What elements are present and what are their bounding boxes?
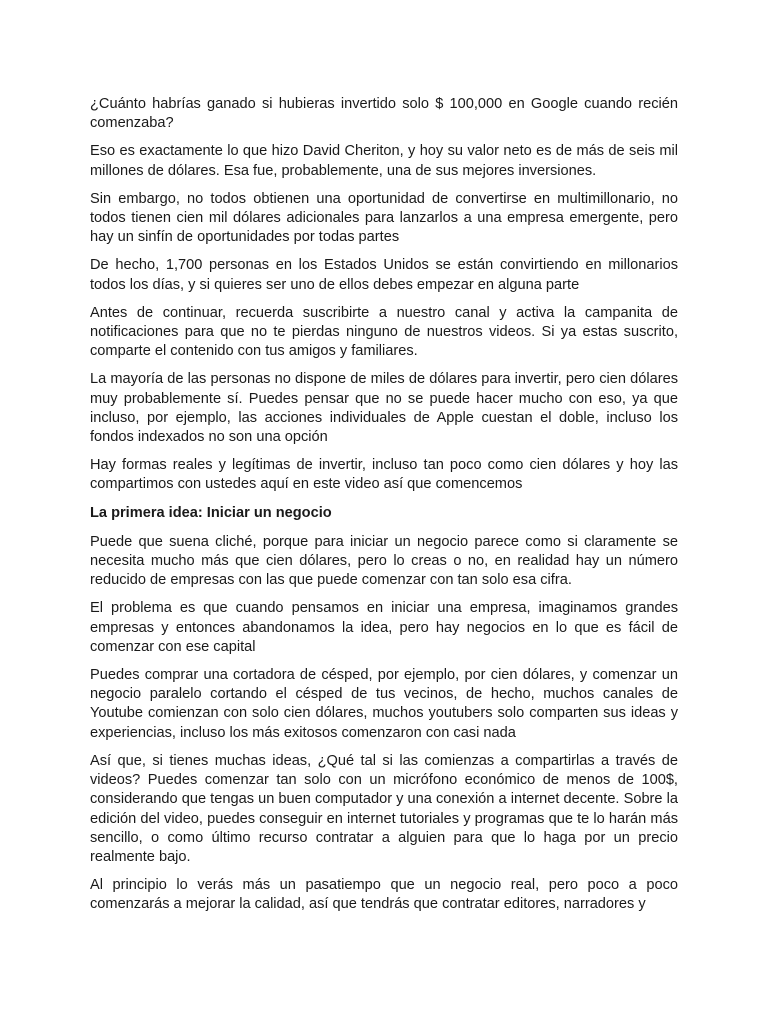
document-page xyxy=(90,95,678,924)
paragraph: Hay formas reales y legítimas de invertir, incluso tan poco como cien dólares y hoy las compartimos con ustedes aquí en este video así que comencemos xyxy=(90,457,678,493)
paragraph: Eso es exactamente lo que hizo David Cheriton, y hoy su valor neto es de más de seis mil millones de dólares. Esa fue, probablemente, una de sus mejores inversiones. xyxy=(90,143,678,179)
paragraph: Antes de continuar, recuerda suscribirte a nuestro canal y activa la campanita de notificaciones para que no te pierdas ninguno de nuestros videos. Si ya estas suscrito, comparte el contenido con tus amigos y familiares. xyxy=(90,304,678,360)
paragraph: Puede que suena cliché, porque para iniciar un negocio parece como si claramente se necesita mucho más que cien dólares, pero lo creas o no, en realidad hay un número reducido de empresas con las que puede comenzar con tan solo esa cifra. xyxy=(90,533,678,589)
paragraph: Sin embargo, no todos obtienen una oportunidad de convertirse en multimillonario, no todos tienen cien mil dólares adicionales para lanzarlos a una empresa emergente, pero hay un sinfín de oportunidades por todas partes xyxy=(90,190,678,246)
paragraph: Así que, si tienes muchas ideas, ¿Qué tal si las comienzas a compartirlas a través de videos? Puedes comenzar tan solo con un micrófono económico de menos de 100$, considerando que tengas un buen computador y una conexión a internet decente. Sobre la edición del video, puedes conseguir en internet tutoriales y programas que te lo harán más sencillo, o como último recurso contratar a alguien para que lo haga por un precio realmente bajo. xyxy=(90,752,678,865)
paragraph: Puedes comprar una cortadora de césped, por ejemplo, por cien dólares, y comenzar un negocio paralelo cortando el césped de tus vecinos, de hecho, muchos canales de Youtube comienzan con solo cien dólares, muchos youtubers solo comparten sus ideas y experiencias, incluso los más exitosos comenzaron con casi nada xyxy=(90,667,678,741)
section-heading: La primera idea: Iniciar un negocio xyxy=(90,504,332,521)
paragraph: ¿Cuánto habrías ganado si hubieras invertido solo $ 100,000 en Google cuando recién comenzaba? xyxy=(90,96,678,132)
paragraph: Al principio lo verás más un pasatiempo que un negocio real, pero poco a poco comenzarás a mejorar la calidad, así que tendrás que contratar editores, narradores y xyxy=(90,877,678,913)
paragraph: La mayoría de las personas no dispone de miles de dólares para invertir, pero cien dólares muy probablemente sí. Puedes pensar que no se puede hacer mucho con eso, ya que incluso, por ejemplo, las acciones individuales de Apple cuestan el doble, incluso los fondos indexados no son una opción xyxy=(90,371,678,446)
paragraph: De hecho, 1,700 personas en los Estados Unidos se están convirtiendo en millonarios todos los días, y si quieres ser uno de ellos debes empezar en alguna parte xyxy=(90,257,678,293)
paragraph: El problema es que cuando pensamos en iniciar una empresa, imaginamos grandes empresas y entonces abandonamos la idea, pero hay negocios en lo que es fácil de comenzar con ese capital xyxy=(90,600,678,655)
